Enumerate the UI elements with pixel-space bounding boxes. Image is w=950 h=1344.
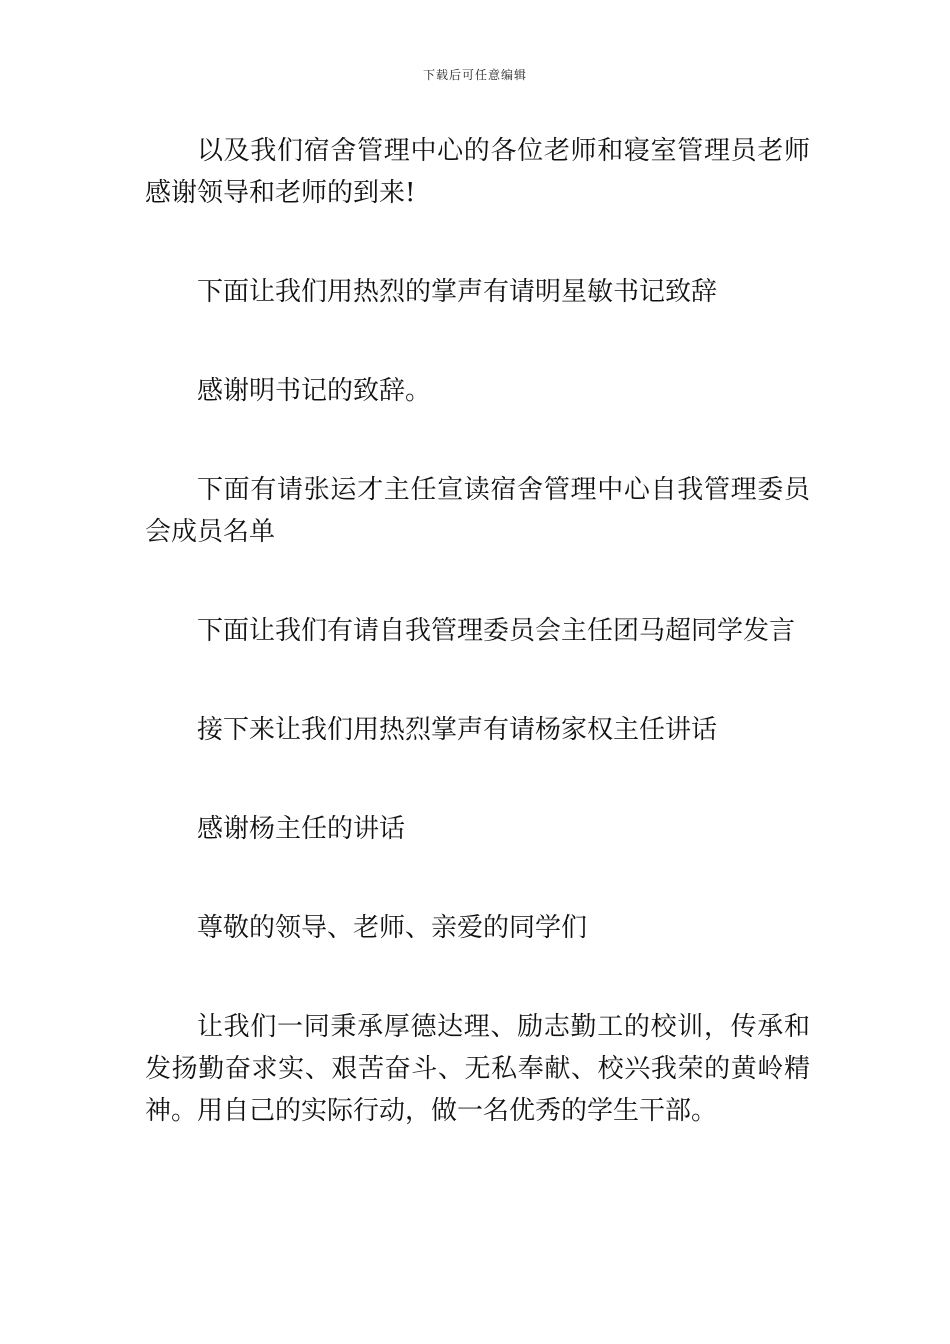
paragraph: 感谢明书记的致辞。 [197,376,432,406]
paragraph: 下面让我们用热烈的掌声有请明星敏书记致辞 [197,277,718,307]
paragraph: 下面让我们有请自我管理委员会主任团马超同学发言 [197,616,796,646]
paragraph: 感谢杨主任的讲话 [197,814,406,844]
header-note: 下载后可任意编辑 [422,68,527,82]
paragraph: 以及我们宿舍管理中心的各位老师和寝室管理员老师感谢领导和老师的到来! [145,136,810,208]
paragraph: 尊敬的领导、老师、亲爱的同学们 [197,913,588,943]
paragraph: 让我们一同秉承厚德达理、励志勤工的校训，传承和发扬勤奋求实、艰苦奋斗、无私奉献、校兴我荣的黄岭精神。用自己的实际行动，做一名优秀的学生干部。 [145,1012,810,1126]
paragraph: 接下来让我们用热烈掌声有请杨家权主任讲话 [197,715,718,745]
paragraph: 下面有请张运才主任宣读宿舍管理中心自我管理委员会成员名单 [145,475,810,547]
document-body [145,130,810,1132]
